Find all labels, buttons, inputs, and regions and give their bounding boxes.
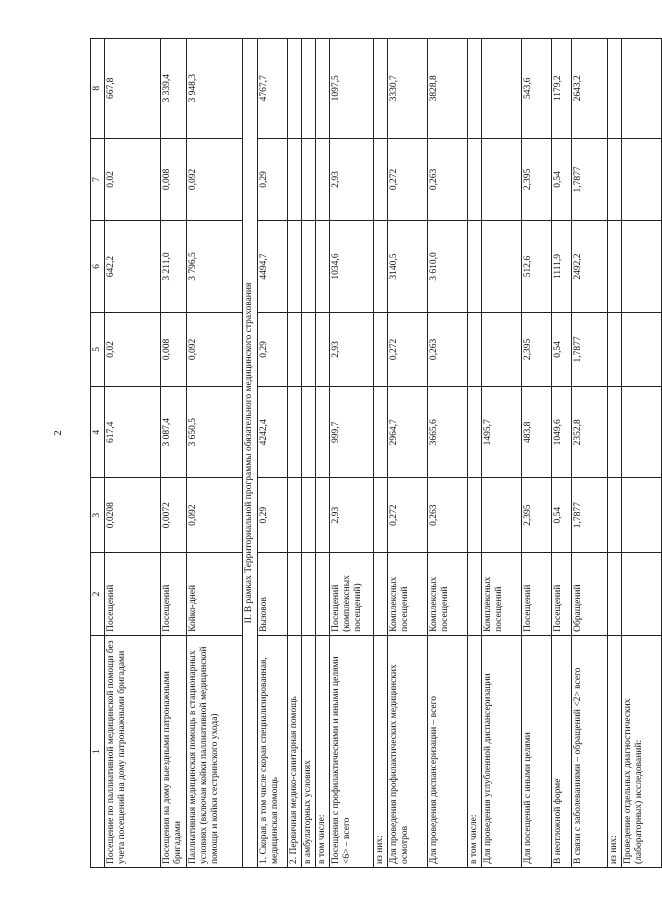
- table-row: [105, 39, 161, 868]
- value-cell: 4242,4: [258, 387, 288, 478]
- row-label: Для проведения углубленной диспансеризации: [482, 635, 522, 867]
- value-cell: [622, 221, 662, 312]
- value-cell: [608, 221, 622, 312]
- table-row: [482, 39, 522, 868]
- unit-cell: [302, 553, 316, 636]
- value-cell: 512,6: [522, 221, 552, 312]
- value-cell: [302, 312, 316, 387]
- value-cell: 0,02: [105, 138, 161, 221]
- value-cell: 1111,9: [552, 221, 572, 312]
- table-row: [330, 39, 374, 868]
- unit-cell: Койко-дней: [187, 553, 243, 636]
- value-cell: 999,7: [330, 387, 374, 478]
- table-row: [187, 39, 243, 868]
- value-cell: 3 796,5: [187, 221, 243, 312]
- value-cell: [622, 138, 662, 221]
- value-cell: [468, 312, 482, 387]
- value-cell: 2643,2: [572, 39, 608, 139]
- value-cell: [302, 387, 316, 478]
- value-cell: [468, 387, 482, 478]
- unit-cell: Посещений: [161, 553, 187, 636]
- section-row: [243, 39, 258, 868]
- value-cell: [288, 138, 302, 221]
- row-label: 2. Первичная медико-санитарная помощь: [288, 635, 302, 867]
- value-cell: 1097,5: [330, 39, 374, 139]
- unit-cell: Комплексных посещений: [388, 553, 428, 636]
- value-cell: [374, 387, 388, 478]
- value-cell: 3 339,4: [161, 39, 187, 139]
- value-cell: 2492,2: [572, 221, 608, 312]
- value-cell: 0,272: [388, 312, 428, 387]
- unit-cell: Посещений (комплексных посещений): [330, 553, 374, 636]
- value-cell: [316, 387, 330, 478]
- table-row: [288, 39, 302, 868]
- value-cell: 3 211,0: [161, 221, 187, 312]
- rotated-table-page: [90, 38, 644, 868]
- value-cell: 0,008: [161, 138, 187, 221]
- unit-cell: Комплексных посещений: [428, 553, 468, 636]
- unit-cell: Посещений: [522, 553, 552, 636]
- value-cell: 3 948,3: [187, 39, 243, 139]
- value-cell: [468, 39, 482, 139]
- value-cell: [608, 39, 622, 139]
- value-cell: 0,263: [428, 478, 468, 553]
- row-label: 1. Скорая, в том числе скорая специализированная, медицинская помощь: [258, 635, 288, 867]
- value-cell: 0,29: [258, 478, 288, 553]
- value-cell: 4494,7: [258, 221, 288, 312]
- value-cell: 543,6: [522, 39, 552, 139]
- table-row: [608, 39, 622, 868]
- value-cell: 0,008: [161, 312, 187, 387]
- row-label: Посещения с профилактическими и иными целями <6> – всего: [330, 635, 374, 867]
- table-row: [552, 39, 572, 868]
- value-cell: 2,93: [330, 312, 374, 387]
- unit-cell: [288, 553, 302, 636]
- value-cell: [288, 387, 302, 478]
- table-row: [468, 39, 482, 868]
- value-cell: [482, 221, 522, 312]
- value-cell: 3828,8: [428, 39, 468, 139]
- value-cell: [288, 478, 302, 553]
- value-cell: 0,54: [552, 138, 572, 221]
- value-cell: [302, 39, 316, 139]
- value-cell: [316, 138, 330, 221]
- table-row: [388, 39, 428, 868]
- value-cell: 3 610,0: [428, 221, 468, 312]
- unit-cell: [622, 553, 662, 636]
- value-cell: [608, 312, 622, 387]
- unit-cell: [374, 553, 388, 636]
- value-cell: [482, 39, 522, 139]
- column-number-1: 1: [91, 635, 105, 867]
- value-cell: [316, 221, 330, 312]
- value-cell: [302, 138, 316, 221]
- value-cell: 0,54: [552, 312, 572, 387]
- value-cell: 1,7877: [572, 138, 608, 221]
- row-label: Для проведения диспансеризации – всего: [428, 635, 468, 867]
- value-cell: [316, 39, 330, 139]
- value-cell: [316, 478, 330, 553]
- row-label: Посещения на дому выездными патронажными бригадами: [161, 635, 187, 867]
- value-cell: 1179,2: [552, 39, 572, 139]
- column-number-6: 6: [91, 221, 105, 312]
- column-number-row: [91, 39, 105, 868]
- value-cell: 4767,7: [258, 39, 288, 139]
- unit-cell: [468, 553, 482, 636]
- table-row: [572, 39, 608, 868]
- value-cell: 2,395: [522, 138, 552, 221]
- value-cell: [302, 478, 316, 553]
- table-row: [316, 39, 330, 868]
- value-cell: 0,092: [187, 138, 243, 221]
- value-cell: 2964,7: [388, 387, 428, 478]
- value-cell: [622, 478, 662, 553]
- row-label: Для проведения профилактических медицинских осмотров: [388, 635, 428, 867]
- value-cell: 0,272: [388, 138, 428, 221]
- row-label: В неотложной форме: [552, 635, 572, 867]
- unit-cell: Комплексных посещений: [482, 553, 522, 636]
- column-number-2: 2: [91, 553, 105, 636]
- row-label: из них:: [608, 635, 622, 867]
- value-cell: [608, 138, 622, 221]
- value-cell: 0,263: [428, 138, 468, 221]
- value-cell: [288, 39, 302, 139]
- value-cell: 0,54: [552, 478, 572, 553]
- value-cell: 3 087,4: [161, 387, 187, 478]
- value-cell: [482, 138, 522, 221]
- value-cell: 2352,8: [572, 387, 608, 478]
- column-number-7: 7: [91, 138, 105, 221]
- value-cell: 483,8: [522, 387, 552, 478]
- value-cell: 3330,7: [388, 39, 428, 139]
- column-number-3: 3: [91, 478, 105, 553]
- value-cell: 2,395: [522, 312, 552, 387]
- value-cell: 0,092: [187, 478, 243, 553]
- column-number-8: 8: [91, 39, 105, 139]
- table-row: [428, 39, 468, 868]
- row-label: Проведение отдельных диагностических (лабораторных) исследований:: [622, 635, 662, 867]
- row-label: Паллиативная медицинская помощь в стационарных условиях (включая койки паллиативной медицинской помощи и койки сестринского ухода): [187, 635, 243, 867]
- value-cell: 2,395: [522, 478, 552, 553]
- value-cell: 1049,6: [552, 387, 572, 478]
- value-cell: 1034,6: [330, 221, 374, 312]
- value-cell: 1,7877: [572, 478, 608, 553]
- value-cell: [468, 221, 482, 312]
- unit-cell: Посещений: [105, 553, 161, 636]
- value-cell: 0,092: [187, 312, 243, 387]
- value-cell: [482, 478, 522, 553]
- row-label: в том числе:: [316, 635, 330, 867]
- value-cell: 0,272: [388, 478, 428, 553]
- value-cell: 642,2: [105, 221, 161, 312]
- table-row: [522, 39, 552, 868]
- value-cell: 667,8: [105, 39, 161, 139]
- table-row: [374, 39, 388, 868]
- medical-care-volume-table: [90, 38, 662, 868]
- value-cell: 1,7877: [572, 312, 608, 387]
- value-cell: 1495,7: [482, 387, 522, 478]
- value-cell: [316, 312, 330, 387]
- value-cell: [482, 312, 522, 387]
- row-label: в том числе:: [468, 635, 482, 867]
- unit-cell: Вызовов: [258, 553, 288, 636]
- row-label: В связи с заболеваниями – обращений <2> всего: [572, 635, 608, 867]
- value-cell: [608, 387, 622, 478]
- value-cell: [374, 478, 388, 553]
- value-cell: [468, 138, 482, 221]
- value-cell: [288, 312, 302, 387]
- value-cell: [288, 221, 302, 312]
- value-cell: 0,263: [428, 312, 468, 387]
- row-label: из них:: [374, 635, 388, 867]
- value-cell: 0,29: [258, 138, 288, 221]
- row-label: в амбулаторных условиях: [302, 635, 316, 867]
- unit-cell: Посещений: [552, 553, 572, 636]
- value-cell: 0,0072: [161, 478, 187, 553]
- table-body: [91, 39, 662, 868]
- row-label: Посещение по паллиативной медицинской помощи без учета посещений на дому патронажными бригадами: [105, 635, 161, 867]
- value-cell: 3665,6: [428, 387, 468, 478]
- unit-cell: [608, 553, 622, 636]
- unit-cell: Обращений: [572, 553, 608, 636]
- value-cell: [374, 312, 388, 387]
- value-cell: [468, 478, 482, 553]
- table-row: [622, 39, 662, 868]
- table-row: [258, 39, 288, 868]
- section-title: II. В рамках Территориальной программы обязательного медицинского страхования: [243, 39, 258, 868]
- value-cell: 2,93: [330, 478, 374, 553]
- page-number: 2: [51, 430, 64, 436]
- table-row: [161, 39, 187, 868]
- value-cell: 3140,5: [388, 221, 428, 312]
- value-cell: [608, 478, 622, 553]
- table-row: [302, 39, 316, 868]
- value-cell: 0,0208: [105, 478, 161, 553]
- column-number-4: 4: [91, 387, 105, 478]
- value-cell: [622, 39, 662, 139]
- value-cell: [622, 312, 662, 387]
- value-cell: 3 650,5: [187, 387, 243, 478]
- value-cell: [374, 39, 388, 139]
- unit-cell: [316, 553, 330, 636]
- value-cell: 0,02: [105, 312, 161, 387]
- value-cell: [622, 387, 662, 478]
- value-cell: 2,93: [330, 138, 374, 221]
- value-cell: 617,4: [105, 387, 161, 478]
- value-cell: 0,29: [258, 312, 288, 387]
- column-number-5: 5: [91, 312, 105, 387]
- value-cell: [374, 138, 388, 221]
- row-label: Для посещений с иными целями: [522, 635, 552, 867]
- value-cell: [374, 221, 388, 312]
- value-cell: [302, 221, 316, 312]
